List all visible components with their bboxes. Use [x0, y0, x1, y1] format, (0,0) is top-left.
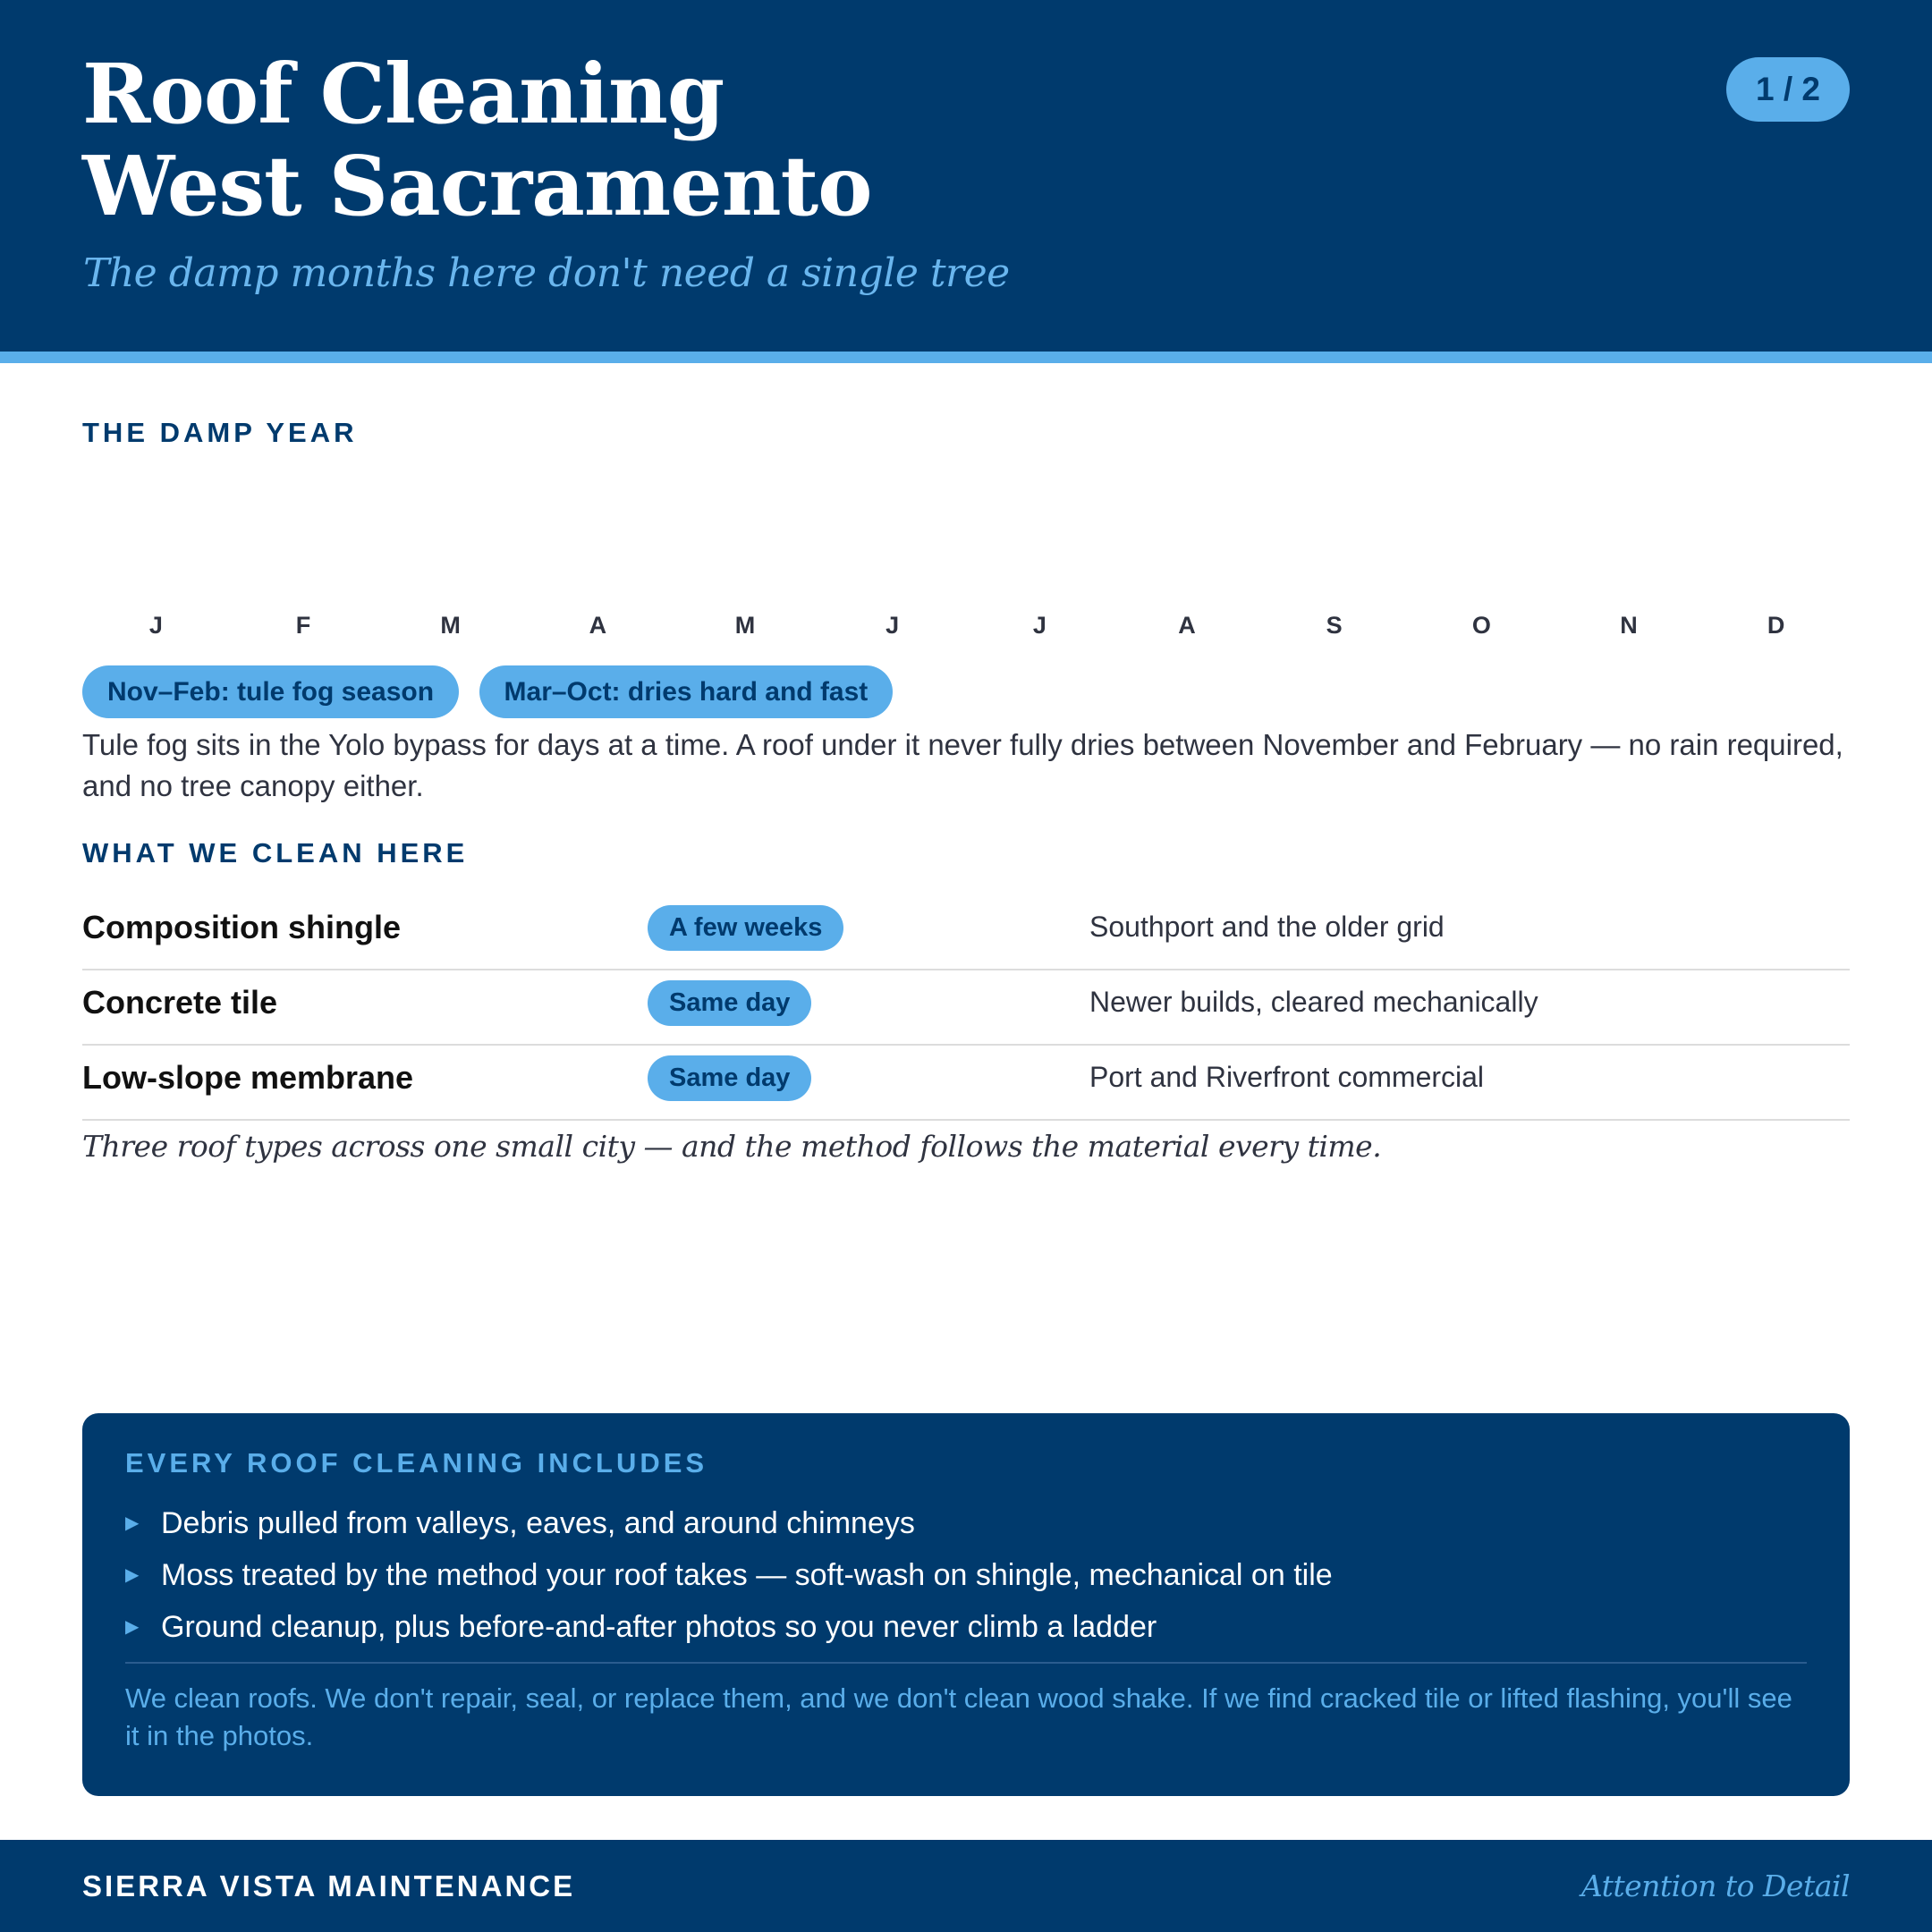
- damp-year-description: Tule fog sits in the Yolo bypass for days at a time. A roof under it never fully dries between November and February — no rain required, and no tree canopy either.: [82, 728, 1843, 802]
- regrowth-badge: Same day: [648, 1055, 811, 1101]
- brand-tagline: Attention to Detail: [1580, 1868, 1850, 1903]
- month-label: A: [589, 612, 607, 639]
- what-we-clean-heading: WHAT WE CLEAN HERE: [82, 837, 469, 869]
- list-item-text: Debris pulled from valleys, eaves, and around chimneys: [161, 1506, 915, 1540]
- divider: [125, 1662, 1807, 1664]
- list-item: [125, 1601, 1807, 1653]
- title-line-1: Roof Cleaning: [82, 46, 724, 142]
- table-row: [82, 970, 1850, 1046]
- table-footnote: Three roof types across one small city — and the method follows the material every time.: [82, 1129, 1382, 1164]
- month-label: J: [1032, 612, 1046, 639]
- roof-area: Port and Riverfront commercial: [1089, 1061, 1485, 1093]
- triangle-bullet-icon: ▶: [125, 1513, 140, 1533]
- roof-material: Low-slope membrane: [82, 1059, 414, 1096]
- month-label: F: [295, 612, 311, 639]
- triangle-bullet-icon: ▶: [125, 1565, 140, 1585]
- regrowth-badge: Same day: [648, 980, 811, 1026]
- triangle-bullet-icon: ▶: [125, 1617, 140, 1637]
- table-row: [82, 895, 1850, 970]
- roof-type-table: [82, 895, 1850, 1121]
- list-item-text: Ground cleanup, plus before-and-after photos so you never climb a ladder: [161, 1610, 1157, 1644]
- header-banner: [0, 0, 1932, 352]
- roof-area: Southport and the older grid: [1089, 911, 1445, 943]
- month-strip: [82, 612, 1850, 640]
- page-subtitle: The damp months here don't need a single tree: [83, 250, 1010, 296]
- page-indicator-badge: 1 / 2: [1726, 57, 1850, 122]
- month-label: D: [1767, 612, 1785, 639]
- title-line-2: West Sacramento: [82, 138, 872, 234]
- roof-material: Composition shingle: [82, 909, 401, 945]
- page-title: [82, 48, 871, 233]
- includes-heading: EVERY ROOF CLEANING INCLUDES: [125, 1447, 708, 1479]
- month-label: M: [734, 612, 756, 639]
- damp-year-heading: THE DAMP YEAR: [82, 417, 358, 448]
- month-label: O: [1471, 612, 1491, 639]
- includes-list: [125, 1497, 1807, 1653]
- season-tag-fog: Nov–Feb: tule fog season: [82, 665, 459, 718]
- footer-bar: [0, 1840, 1932, 1932]
- table-row: [82, 1046, 1850, 1121]
- brand-name: SIERRA VISTA MAINTENANCE: [82, 1869, 576, 1902]
- roof-material: Concrete tile: [82, 984, 278, 1021]
- list-item: [125, 1549, 1807, 1601]
- month-label: J: [886, 612, 900, 639]
- month-label: S: [1326, 612, 1343, 639]
- list-item-text: Moss treated by the method your roof takes — soft-wash on shingle, mechanical on tile: [161, 1558, 1333, 1592]
- month-label: A: [1178, 612, 1196, 639]
- regrowth-badge: A few weeks: [648, 905, 843, 951]
- roof-area: Newer builds, cleared mechanically: [1089, 986, 1538, 1018]
- header-accent-rule: [0, 352, 1932, 363]
- month-label: J: [148, 612, 163, 639]
- month-label: M: [440, 612, 461, 639]
- includes-panel: [82, 1413, 1850, 1796]
- season-tag-dry: Mar–Oct: dries hard and fast: [479, 665, 894, 718]
- month-label: N: [1620, 612, 1638, 639]
- season-tags: [82, 665, 909, 718]
- service-disclaimer: We clean roofs. We don't repair, seal, or replace them, and we don't clean wood shake. If we find cracked tile or lifted flashing, you'll see it in the photos.: [125, 1682, 1792, 1751]
- list-item: [125, 1497, 1807, 1549]
